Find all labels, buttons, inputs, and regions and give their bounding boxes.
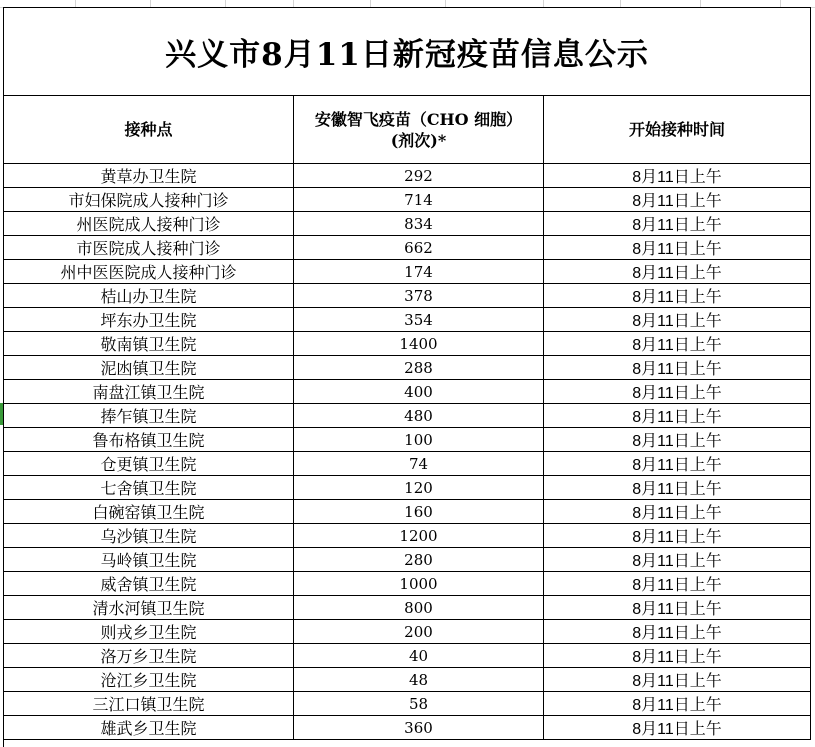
site-cell[interactable]: 清水河镇卫生院 (4, 596, 294, 620)
row-selection-marker (0, 403, 3, 425)
start-time-cell[interactable]: 8月11日上午 (544, 308, 811, 332)
start-time-cell[interactable]: 8月11日上午 (544, 692, 811, 716)
start-time-cell[interactable]: 8月11日上午 (544, 164, 811, 188)
doses-cell[interactable]: 354 (294, 308, 544, 332)
start-time-cell[interactable]: 8月11日上午 (544, 260, 811, 284)
start-time-cell[interactable]: 8月11日上午 (544, 572, 811, 596)
table-row (4, 164, 811, 188)
doses-cell[interactable]: 200 (294, 620, 544, 644)
table-row (4, 644, 811, 668)
table-row (4, 596, 811, 620)
doses-cell[interactable]: 120 (294, 476, 544, 500)
table-row (4, 356, 811, 380)
doses-cell[interactable]: 58 (294, 692, 544, 716)
start-time-cell[interactable]: 8月11日上午 (544, 356, 811, 380)
start-time-cell[interactable]: 8月11日上午 (544, 548, 811, 572)
vaccine-table (3, 7, 811, 747)
table-row (4, 212, 811, 236)
header-vaccine-line2: (剂次)* (390, 130, 447, 150)
table-row (4, 428, 811, 452)
start-time-cell[interactable]: 8月11日上午 (544, 452, 811, 476)
table-row (4, 668, 811, 692)
doses-cell[interactable]: 714 (294, 188, 544, 212)
site-cell[interactable]: 市医院成人接种门诊 (4, 236, 294, 260)
site-cell[interactable]: 雄武乡卫生院 (4, 716, 294, 740)
start-time-cell[interactable]: 8月11日上午 (544, 716, 811, 740)
site-cell[interactable]: 桔山办卫生院 (4, 284, 294, 308)
site-cell[interactable]: 泥凼镇卫生院 (4, 356, 294, 380)
doses-cell[interactable]: 662 (294, 236, 544, 260)
site-cell[interactable]: 捧乍镇卫生院 (4, 404, 294, 428)
doses-cell[interactable]: 360 (294, 716, 544, 740)
table-row (4, 500, 811, 524)
table-row (4, 308, 811, 332)
doses-cell[interactable]: 288 (294, 356, 544, 380)
site-cell[interactable]: 鲁布格镇卫生院 (4, 428, 294, 452)
doses-cell[interactable]: 280 (294, 548, 544, 572)
site-cell[interactable]: 三江口镇卫生院 (4, 692, 294, 716)
doses-cell[interactable]: 400 (294, 380, 544, 404)
site-cell[interactable]: 州医院成人接种门诊 (4, 212, 294, 236)
doses-cell[interactable]: 48 (294, 668, 544, 692)
site-cell[interactable]: 威舍镇卫生院 (4, 572, 294, 596)
doses-cell[interactable]: 1000 (294, 572, 544, 596)
start-time-cell[interactable]: 8月11日上午 (544, 380, 811, 404)
site-cell[interactable]: 白碗窑镇卫生院 (4, 500, 294, 524)
table-row (4, 716, 811, 740)
header-vaccine-line1: 安徽智飞疫苗（CHO 细胞） (314, 109, 523, 129)
start-time-cell[interactable]: 8月11日上午 (544, 284, 811, 308)
table-row (4, 572, 811, 596)
start-time-cell[interactable]: 8月11日上午 (544, 668, 811, 692)
site-cell[interactable]: 沧江乡卫生院 (4, 668, 294, 692)
header-vaccine[interactable] (294, 96, 544, 164)
table-row (4, 692, 811, 716)
site-cell[interactable]: 则戎乡卫生院 (4, 620, 294, 644)
table-row (4, 236, 811, 260)
table-row (4, 524, 811, 548)
doses-cell[interactable]: 1400 (294, 332, 544, 356)
start-time-cell[interactable]: 8月11日上午 (544, 596, 811, 620)
header-site[interactable] (4, 96, 294, 164)
site-cell[interactable]: 仓更镇卫生院 (4, 452, 294, 476)
start-time-cell[interactable]: 8月11日上午 (544, 644, 811, 668)
table-row (4, 404, 811, 428)
doses-cell[interactable]: 378 (294, 284, 544, 308)
table-row (4, 260, 811, 284)
start-time-cell[interactable]: 8月11日上午 (544, 404, 811, 428)
table-row (4, 284, 811, 308)
start-time-cell[interactable]: 8月11日上午 (544, 212, 811, 236)
doses-cell[interactable]: 1200 (294, 524, 544, 548)
start-time-cell[interactable]: 8月11日上午 (544, 332, 811, 356)
site-cell[interactable]: 市妇保院成人接种门诊 (4, 188, 294, 212)
start-time-cell[interactable]: 8月11日上午 (544, 476, 811, 500)
table-row (4, 476, 811, 500)
site-cell[interactable]: 黄草办卫生院 (4, 164, 294, 188)
doses-cell[interactable]: 40 (294, 644, 544, 668)
start-time-cell[interactable]: 8月11日上午 (544, 236, 811, 260)
doses-cell[interactable]: 100 (294, 428, 544, 452)
header-site-label: 接种点 (124, 120, 173, 139)
table-row (4, 548, 811, 572)
doses-cell[interactable]: 834 (294, 212, 544, 236)
doses-cell[interactable]: 160 (294, 500, 544, 524)
table-row (4, 620, 811, 644)
start-time-cell[interactable]: 8月11日上午 (544, 500, 811, 524)
doses-cell[interactable]: 480 (294, 404, 544, 428)
table-row (4, 452, 811, 476)
table-row (4, 332, 811, 356)
site-cell[interactable]: 七舍镇卫生院 (4, 476, 294, 500)
start-time-cell[interactable]: 8月11日上午 (544, 428, 811, 452)
doses-cell[interactable]: 74 (294, 452, 544, 476)
site-cell[interactable]: 南盘江镇卫生院 (4, 380, 294, 404)
doses-cell[interactable]: 292 (294, 164, 544, 188)
table-row (4, 380, 811, 404)
header-start-time-label: 开始接种时间 (628, 120, 725, 139)
table-title[interactable]: 兴义市8月11日新冠疫苗信息公示 (4, 8, 811, 96)
start-time-cell[interactable]: 8月11日上午 (544, 188, 811, 212)
header-start-time[interactable] (544, 96, 811, 164)
site-cell[interactable]: 乌沙镇卫生院 (4, 524, 294, 548)
site-cell[interactable]: 洛万乡卫生院 (4, 644, 294, 668)
site-cell[interactable]: 州中医医院成人接种门诊 (4, 260, 294, 284)
start-time-cell[interactable]: 8月11日上午 (544, 524, 811, 548)
site-cell[interactable]: 坪东办卫生院 (4, 308, 294, 332)
table-row (4, 188, 811, 212)
doses-cell[interactable]: 800 (294, 596, 544, 620)
site-cell[interactable]: 敬南镇卫生院 (4, 332, 294, 356)
site-cell[interactable]: 马岭镇卫生院 (4, 548, 294, 572)
doses-cell[interactable]: 174 (294, 260, 544, 284)
start-time-cell[interactable]: 8月11日上午 (544, 620, 811, 644)
